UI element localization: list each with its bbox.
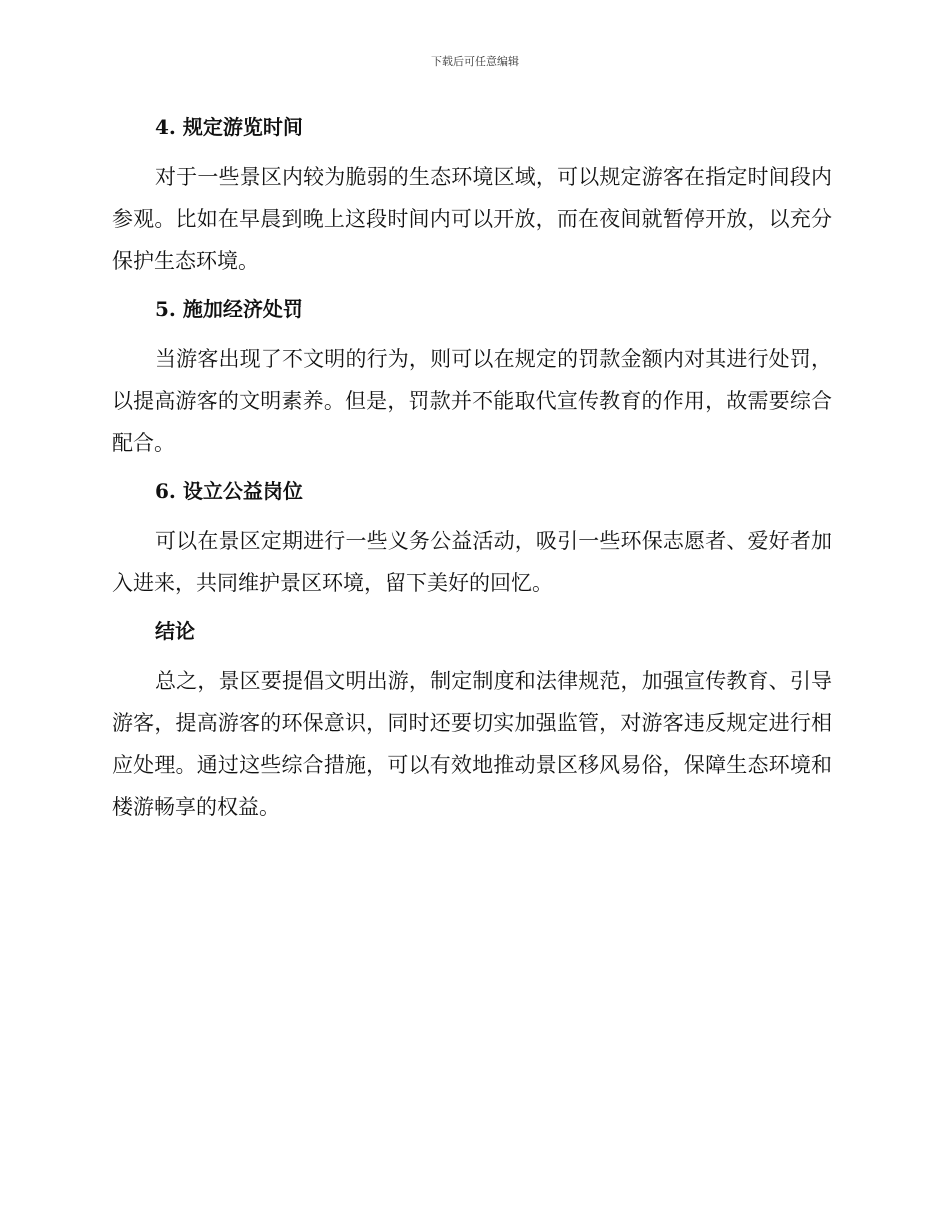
- section-paragraph-conclusion: 总之，景区要提倡文明出游，制定制度和法律规范，加强宣传教育、引导游客，提高游客的环保意识，同时还要切实加强监管，对游客违反规定进行相应处理。通过这些综合措施，可以有效地推动景区移风易俗，保障生态环境和楼游畅享的权益。: [112, 669, 832, 819]
- section-paragraph-economic-penalty: 当游客出现了不文明的行为，则可以在规定的罚款金额内对其进行处罚，以提高游客的文明素养。但是，罚款并不能取代宣传教育的作用，故需要综合配合。: [112, 347, 832, 455]
- section-paragraph-public-welfare: 可以在景区定期进行一些义务公益活动，吸引一些环保志愿者、爱好者加入进来，共同维护景区环境，留下美好的回忆。: [112, 529, 832, 595]
- section-heading-economic-penalty: 5. 施加经济处罚: [155, 297, 303, 321]
- document-body: [112, 112, 832, 828]
- section-heading-public-welfare: 6. 设立公益岗位: [155, 479, 303, 503]
- section-paragraph-visit-time: 对于一些景区内较为脆弱的生态环境区域，可以规定游客在指定时间段内参观。比如在早晨到晚上这段时间内可以开放，而在夜间就暂停开放，以充分保护生态环境。: [112, 165, 832, 273]
- section-heading-conclusion: 结论: [155, 619, 195, 643]
- page-header-note: 下载后可任意编辑: [431, 55, 519, 68]
- section-heading-visit-time: 4. 规定游览时间: [155, 115, 303, 139]
